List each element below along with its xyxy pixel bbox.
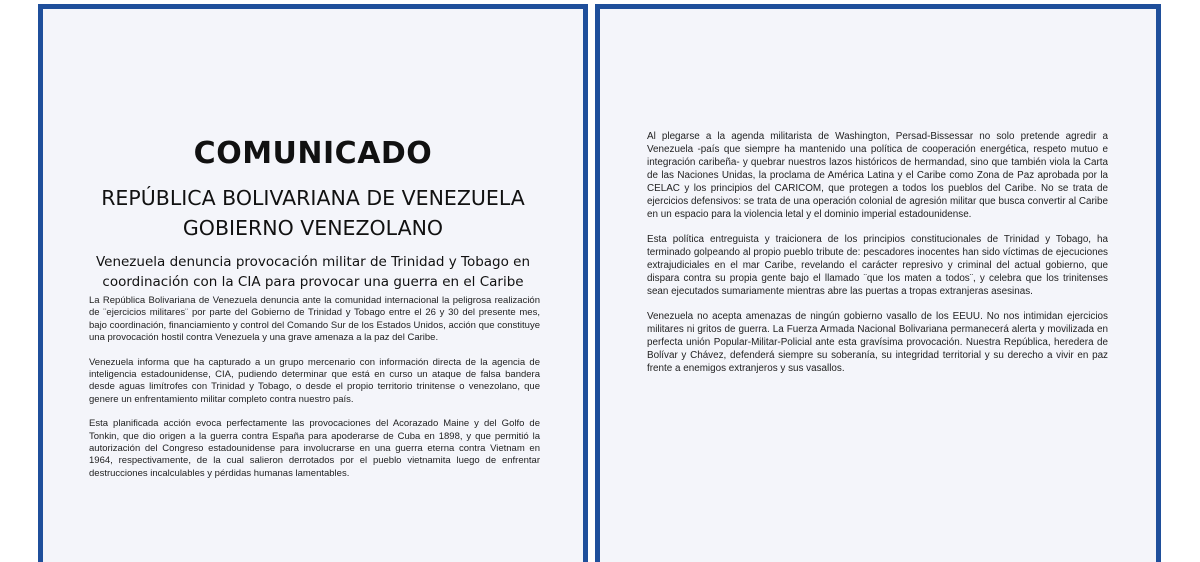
left-body-text [89, 295, 540, 492]
paragraph: La República Bolivariana de Venezuela denuncia ante la comunidad internacional la peligrosa realización de ¨ejercicios militares¨ por parte del Gobierno de Trinidad y Tobago entre el 26 y 30 del presente mes, bajo coordinación, financiamiento y control del Comando Sur de los Estados Unidos, acción que constituye una provocación hostil contra Venezuela y una grave amenaza a la paz del Caribe. [89, 295, 540, 344]
document-title: COMUNICADO [193, 136, 433, 171]
issuer-heading [43, 183, 583, 243]
paragraph: Esta política entreguista y traicionera de los principios constitucionales de Trinidad y Tobago, ha terminado golpeando al propio pueblo tribute de: pescadores inocentes han sido víctimas de ejecuciones extrajudiciales en el mar Caribe, revelando el carácter represivo y criminal del actual gobierno, que dispara contra su propia gente bajo el llamado ¨que los maten a todos¨, y celebra que los trinitenses sean ejecutados sumariamente mientras abre las puertas a tropas extranjeras asesinas. [647, 234, 1108, 297]
document-page-right [595, 4, 1161, 562]
paragraph: Venezuela no acepta amenazas de ningún gobierno vasallo de los EEUU. No nos intimidan ejercicios militares ni gritos de guerra. La Fuerza Armada Nacional Bolivariana permanecerá alerta y movilizada en perfecta unión Popular-Militar-Policial ante esta gravísima provocación. Nuestra República, heredera de Bolívar y Chávez, defenderá siempre su soberanía, su integridad territorial y su derecho a vivir en paz frente a enemigos extranjeros y sus vasallos. [647, 311, 1108, 374]
issuer-line-government: GOBIERNO VENEZOLANO [182, 216, 444, 240]
issuer-line-republic: REPÚBLICA BOLIVARIANA DE VENEZUELA [101, 186, 525, 210]
paragraph: Venezuela informa que ha capturado a un grupo mercenario con información directa de la agencia de inteligencia estadounidense, CIA, pudiendo determinar que está en curso un ataque de falsa bandera desde aguas limítrofes con Trinidad y Tobago, o desde el propio territorio trinitense o venezolano, que genere un enfrentamiento militar completo contra nuestro país. [89, 356, 540, 405]
right-body-text [647, 130, 1108, 387]
paragraph: Esta planificada acción evoca perfectamente las provocaciones del Acorazado Maine y del Golfo de Tonkin, que dio origen a la guerra contra España para apoderarse de Cuba en 1898, y que permitió la autorización del Congreso estadounidense para involucrarse en una guerra eterna contra Vietnam en 1964, respectivamente, de la cual salieron derrotados por el pueblo vietnamita luego de enfrentar destrucciones incalculables y pérdidas humanas lamentables. [89, 418, 540, 479]
paragraph: Al plegarse a la agenda militarista de Washington, Persad-Bissessar no solo pretende agredir a Venezuela -país que siempre ha mantenido una política de cooperación energética, respeto mutuo e integración caribeña- y quebrar nuestros lazos históricos de hermandad, sino que también viola la Carta de las Naciones Unidas, la proclama de América Latina y el Caribe como Zona de Paz aprobada por la CELAC y los principios del CARICOM, que protegen a todos los pueblos del Caribe. No se trata de ejercicios defensivos: se trata de una operación colonial de agresión militar que busca convertir al Caribe en un espacio para la violencia letal y el dominio imperial estadounidense. [647, 131, 1108, 220]
communique-subtitle: Venezuela denuncia provocación militar de Trinidad y Tobago en coordinación con la CIA para provocar una guerra en el Caribe [95, 254, 531, 290]
document-page-left [38, 4, 588, 562]
